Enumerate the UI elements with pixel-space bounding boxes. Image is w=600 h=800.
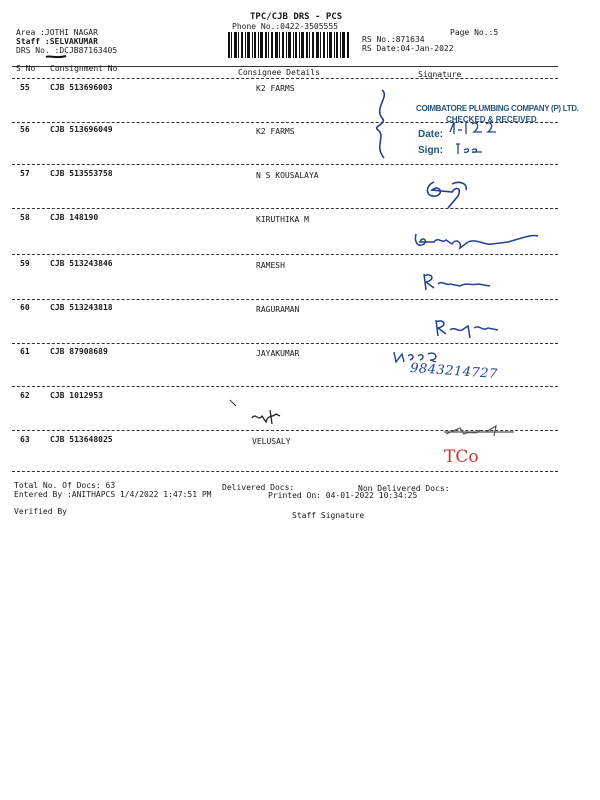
staff-field: Staff :SELVAKUMAR (16, 37, 98, 46)
row-consignment: CJB 513243818 (50, 303, 113, 312)
row-sno: 59 (20, 259, 30, 268)
verified-by: Verified By (14, 507, 67, 516)
row-consignee: N S KOUSALAYA (256, 171, 319, 180)
rs-number: RS No.:871634 (362, 35, 425, 44)
row-sno: 63 (20, 435, 30, 444)
barcode-image (228, 32, 350, 58)
area-field: Area :JOTHI NAGAR (16, 28, 98, 37)
document-title: TPC/CJB DRS - PCS (250, 12, 343, 22)
row-consignment: CJB 513243846 (50, 259, 113, 268)
row-divider (12, 164, 558, 165)
row-consignment: CJB 148190 (50, 213, 99, 222)
stamp-handwritten-sign (454, 140, 486, 156)
row-divider (12, 208, 558, 209)
delivered-docs: Delivered Docs: (222, 483, 295, 492)
handwritten-phone: 9843214727 (409, 360, 499, 383)
col-header-consignee: Consignee Details (238, 68, 320, 77)
phone-number: Phone No.:0422-3505555 (232, 22, 338, 31)
row-consignee: RAMESH (256, 261, 285, 270)
row-divider (12, 343, 558, 344)
signature-row-62 (250, 408, 290, 426)
col-header-sno: S No (16, 64, 36, 73)
signature-row-60 (432, 316, 502, 340)
stray-mark (228, 398, 240, 410)
stamp-status: CHECKED & RECEIVED (446, 115, 537, 124)
stamp-date-label: Date: (418, 129, 444, 140)
row-sno: 56 (20, 125, 30, 134)
row-consignee: K2 FARMS (256, 84, 295, 93)
row-divider (12, 471, 558, 472)
row-consignment: CJB 1012953 (50, 391, 103, 400)
row-sno: 57 (20, 169, 30, 178)
pen-mark (44, 53, 68, 61)
row-consignee: KIRUTHIKA M (256, 215, 309, 224)
printed-on: Printed On: 04-01-2022 10:34:25 (268, 491, 418, 500)
col-header-consignment: Consignment No (50, 64, 118, 73)
header-rule-bottom (12, 78, 558, 79)
drs-number: DRS No. :DCJB87163405 (16, 46, 118, 55)
entered-by: Entered By :ANITHAPCS 1/4/2022 1:47:51 PM (14, 490, 212, 499)
row-consignee: VELUSALY (252, 437, 291, 446)
signature-row-58 (412, 226, 544, 256)
row-consignment: CJB 513553758 (50, 169, 113, 178)
row-sno: 55 (20, 83, 30, 92)
signature-row-59 (420, 272, 496, 294)
signature-row-57 (422, 176, 472, 212)
row-consignment: CJB 87908689 (50, 347, 108, 356)
row-consignment: CJB 513696049 (50, 125, 113, 134)
row-consignee: K2 FARMS (256, 127, 295, 136)
row-divider (12, 299, 558, 300)
row-sno: 60 (20, 303, 30, 312)
row-consignee: JAYAKUMAR (256, 349, 300, 358)
row-sno: 62 (20, 391, 30, 400)
row-consignee: RAGURAMAN (256, 305, 300, 314)
brace-mark (368, 88, 398, 162)
row-consignment: CJB 513648025 (50, 435, 113, 444)
rs-date: RS Date:04-Jan-2022 (362, 44, 454, 53)
row-consignment: CJB 513696003 (50, 83, 113, 92)
stamp-company: COIMBATORE PLUMBING COMPANY (P) LTD. (416, 104, 579, 113)
non-delivered-docs: Non Delivered Docs: (358, 484, 450, 493)
row-sno: 58 (20, 213, 30, 222)
page-number: Page No.:5 (450, 28, 499, 37)
handwritten-mark-red: TCo (444, 447, 479, 467)
col-header-signature: Signature (418, 70, 462, 79)
row-sno: 61 (20, 347, 30, 356)
staff-signature: Staff Signature (292, 511, 365, 520)
total-docs: Total No. Of Docs: 63 (14, 481, 116, 490)
strike-mark (440, 422, 518, 440)
stamp-sign-label: Sign: (418, 145, 443, 156)
stamp-handwritten-date (448, 118, 502, 138)
row-divider (12, 386, 558, 387)
